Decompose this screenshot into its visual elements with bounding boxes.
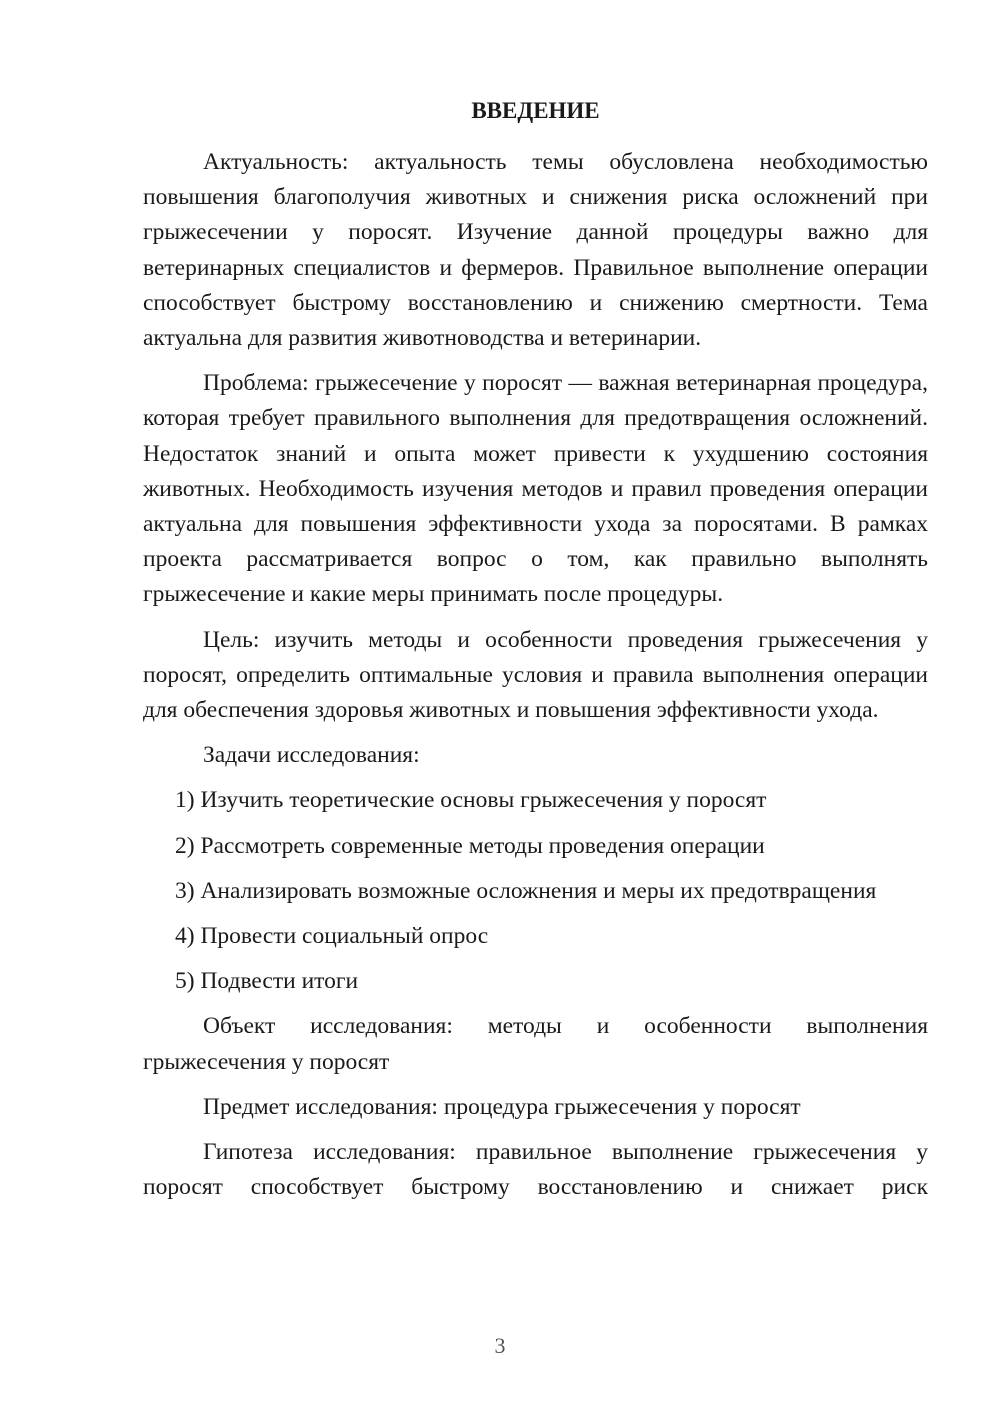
section-heading: ВВЕДЕНИЕ <box>471 98 600 123</box>
task-item: 1) Изучить теоретические основы грыжесечения у поросят <box>175 787 767 814</box>
task-item: 3) Анализировать возможные осложнения и меры их предотвращения <box>175 877 877 904</box>
paragraph-relevance: Актуальность: актуальность темы обусловлена необходимостью повышения благополучия животных и снижения риска осложнений при грыжесечении у поросят. Изучение данной процедуры важно для ветеринарных специалистов и фермеров. Правильное выполнение операции способствует быстрому восстановлению и снижению смертности. Тема актуальна для развития животноводства и ветеринарии. <box>143 149 928 352</box>
task-item: 2) Рассмотреть современные методы проведения операции <box>175 832 765 859</box>
paragraph-hypothesis: Гипотеза исследования: правильное выполнение грыжесечения у поросят способствует быстрому восстановлению и снижает риск <box>143 1139 928 1201</box>
paragraph-goal: Цель: изучить методы и особенности проведения грыжесечения у поросят, определить оптимальные условия и правила выполнения операции для обеспечения здоровья животных и повышения эффективности ухода. <box>143 626 928 724</box>
paragraph-problem: Проблема: грыжесечение у поросят — важная ветеринарная процедура, которая требует правильного выполнения для предотвращения осложнений. Недостаток знаний и опыта может привести к ухудшению состояния животных. Необходимость изучения методов и правил проведения операции актуальна для повышения эффективности ухода за поросятами. В рамках проекта рассматривается вопрос о том, как правильно выполнять грыжесечение и какие меры принимать после процедуры. <box>143 370 928 608</box>
page-content <box>143 96 928 1215</box>
paragraph-object: Объект исследования: методы и особенности выполнения грыжесечения у поросят <box>143 1013 928 1075</box>
tasks-title: Задачи исследования: <box>203 742 420 769</box>
paragraph-subject: Предмет исследования: процедура грыжесечения у поросят <box>203 1093 801 1120</box>
page-number: 3 <box>494 1333 506 1358</box>
task-item: 5) Подвести итоги <box>175 968 359 995</box>
task-item: 4) Провести социальный опрос <box>175 923 489 950</box>
